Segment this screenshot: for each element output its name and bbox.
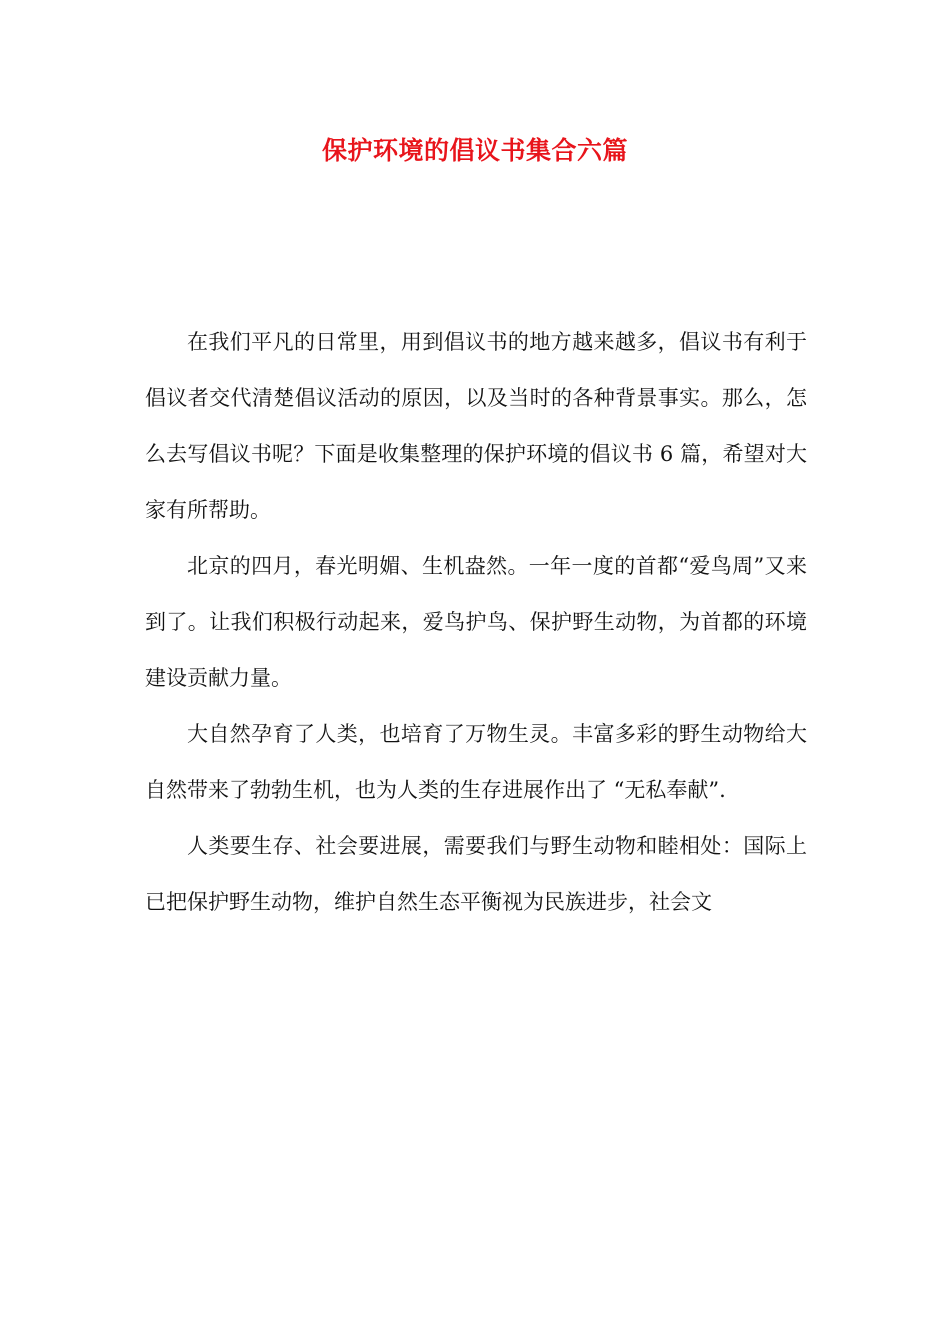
- paragraph-intro: 在我们平凡的日常里，用到倡议书的地方越来越多，倡议书有利于倡议者交代清楚倡议活动的原因，以及当时的各种背景事实。那么，怎么去写倡议书呢？下面是收集整理的保护环境的倡议书 6 篇，希望对大家有所帮助。: [145, 330, 807, 522]
- document-title: 保护环境的倡议书集合六篇: [321, 136, 628, 165]
- paragraph-coexistence: 人类要生存、社会要进展，需要我们与野生动物和睦相处：国际上已把保护野生动物，维护自然生态平衡视为民族进步，社会文: [145, 834, 807, 914]
- paragraph-beijing-april: 北京的四月，春光明媚、生机盎然。一年一度的首都“爱鸟周”又来到了。让我们积极行动起来，爱鸟护鸟、保护野生动物，为首都的环境建设贡献力量。: [145, 554, 807, 690]
- paragraph-nature: 大自然孕育了人类，也培育了万物生灵。丰富多彩的野生动物给大自然带来了勃勃生机，也为人类的生存进展作出了 “无私奉献”.: [145, 722, 807, 802]
- document-body: [145, 314, 807, 930]
